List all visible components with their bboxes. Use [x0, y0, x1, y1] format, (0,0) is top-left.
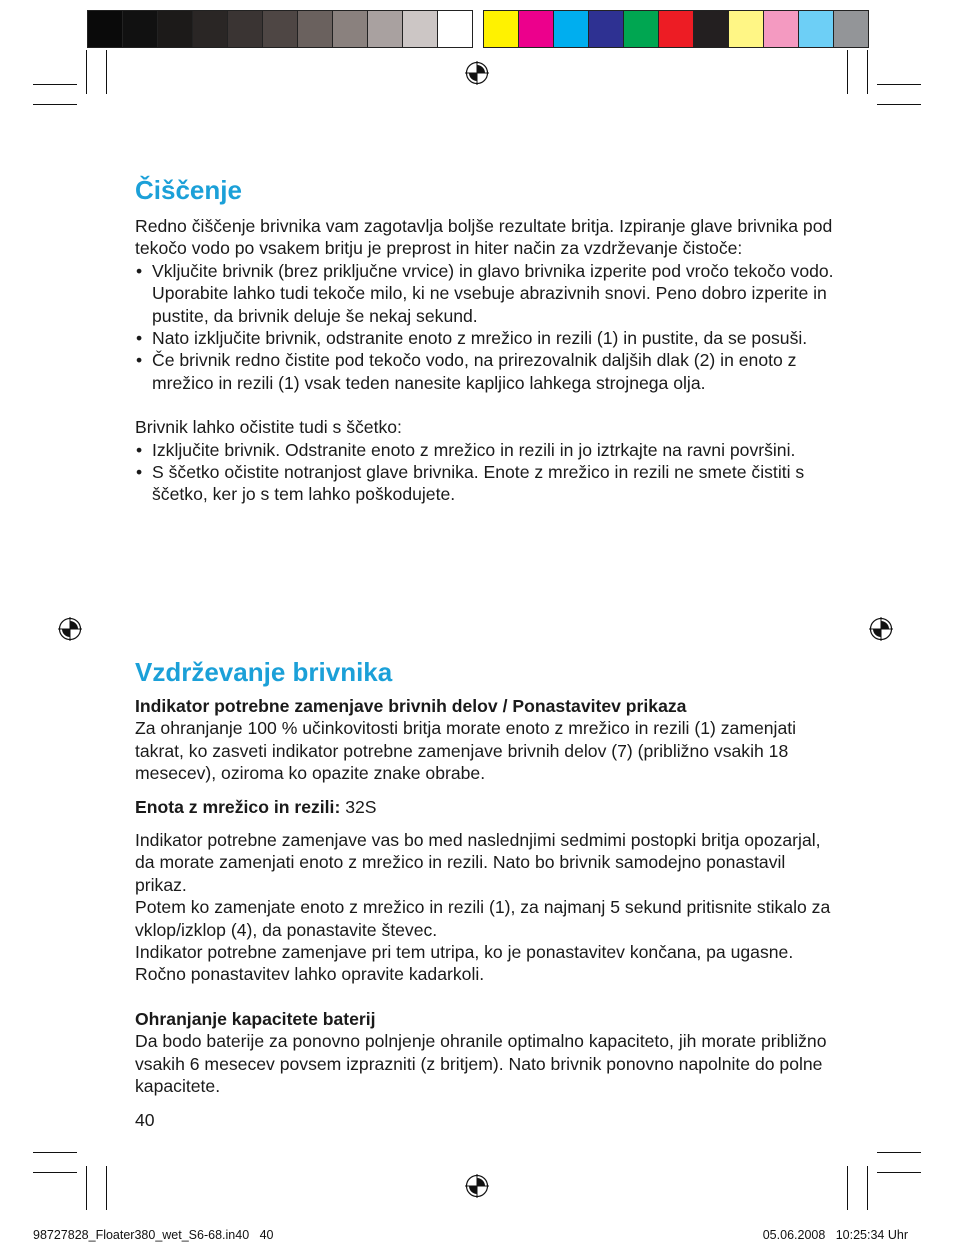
crop-mark	[877, 1152, 921, 1153]
battery-text: Da bodo baterije za ponovno polnjenje ohranile optimalno kapaciteto, jih morate približno vsakih 6 mesecev povsem izprazniti (z britjem). Nato brivnik ponovno napolnite do polne kapacitete.	[135, 1031, 827, 1097]
brush-cleaning-intro: Brivnik lahko očistite tudi s ščetko:	[135, 417, 402, 438]
battery-subheading: Ohranjanje kapacitete baterij	[135, 1008, 376, 1029]
crop-mark	[867, 1166, 868, 1210]
maintenance-section	[135, 656, 835, 1098]
color-swatch	[484, 11, 519, 47]
color-swatch	[624, 11, 659, 47]
color-swatch	[123, 11, 158, 47]
list-item: • Če brivnik redno čistite pod tekočo vodo, na prirezovalnik daljših dlak (2) in enoto z mrežico in rezili (1) vsak teden nanesite kapljico lahkega strojnega olja.	[135, 349, 835, 394]
crop-mark	[877, 84, 921, 85]
color-swatch	[228, 11, 263, 47]
color-swatch	[694, 11, 729, 47]
color-swatch	[554, 11, 589, 47]
crop-mark	[33, 1172, 77, 1173]
color-swatch	[764, 11, 799, 47]
crop-mark	[33, 84, 77, 85]
registration-crosshair-icon	[869, 617, 893, 641]
list-item: • Vključite brivnik (brez priključne vrvice) in glavo brivnika izperite pod vročo tekočo vodo. Uporabite lahko tudi tekoče milo, ki ne vsebuje abrazivnih snovi. Peno dobro izperite in pustite, da brivnik deluje še nekaj sekund.	[135, 260, 835, 327]
reset-paragraph: Potem ko zamenjate enoto z mrežico in rezili (1), za najmanj 5 sekund pritisnite stikalo za vklop/izklop (4), da ponastavite števec.	[135, 897, 831, 940]
part-number-line	[135, 796, 835, 818]
file-slug: 98727828_Floater380_wet_S6-68.in40 40	[33, 1228, 274, 1242]
color-swatch	[729, 11, 764, 47]
color-swatch	[88, 11, 123, 47]
indicator-text: Za ohranjanje 100 % učinkovitosti britja morate enoto z mrežico in rezili (1) zamenjati takrat, ko zasveti indikator potrebne zamenjave brivnih delov (7) (približno vsakih 18 mesecev), oziroma ko opazite znake obrabe.	[135, 718, 797, 784]
indicator-paragraph: Indikator potrebne zamenjave vas bo med naslednjimi sedmimi postopki britja opozarjal, da morate zamenjati enoto z mrežico in rezili. Nato bo brivnik samodejno ponastavil prikaz.	[135, 830, 821, 895]
crop-mark	[847, 1166, 848, 1210]
crop-mark	[847, 50, 848, 94]
cleaning-intro: Redno čiščenje brivnika vam zagotavlja boljše rezultate britja. Izpiranje glave brivnika pod tekočo vodo po vsakem britju je preprost in hiter način za vzdrževanje čistoče:	[135, 216, 833, 259]
part-value: 32S	[340, 796, 377, 817]
color-swatch	[298, 11, 333, 47]
date-slug: 05.06.2008 10:25:34 Uhr	[762, 1228, 908, 1242]
registration-crosshair-icon	[465, 1174, 489, 1198]
process-color-control-bar	[483, 10, 869, 48]
page-number: 40	[135, 1110, 155, 1130]
maintenance-heading: Vzdrževanje brivnika	[135, 657, 393, 687]
crop-mark	[86, 1166, 87, 1210]
registration-crosshair-icon	[465, 61, 489, 85]
color-swatch	[519, 11, 554, 47]
color-swatch	[403, 11, 438, 47]
crop-mark	[106, 1166, 107, 1210]
color-swatch	[799, 11, 834, 47]
crop-mark	[33, 1152, 77, 1153]
cleaning-section	[135, 174, 835, 506]
indicator-subheading: Indikator potrebne zamenjave brivnih delov / Ponastavitev prikaza	[135, 696, 687, 716]
registration-crosshair-icon	[58, 617, 82, 641]
brush-steps-list	[135, 439, 835, 506]
crop-mark	[106, 50, 107, 94]
grayscale-control-bar	[87, 10, 473, 48]
color-swatch	[368, 11, 403, 47]
list-item: • S ščetko očistite notranjost glave brivnika. Enote z mrežico in rezili ne smete čistiti s ščetko, ker jo s tem lahko poškodujete.	[135, 461, 835, 506]
cleaning-heading: Čiščenje	[135, 175, 242, 205]
crop-mark	[33, 104, 77, 105]
color-swatch	[263, 11, 298, 47]
list-item: • Nato izključite brivnik, odstranite enoto z mrežico in rezili (1) in pustite, da se posuši.	[135, 327, 835, 349]
color-swatch	[438, 11, 472, 47]
crop-mark	[867, 50, 868, 94]
cleaning-steps-list	[135, 260, 835, 394]
list-item: • Izključite brivnik. Odstranite enoto z mrežico in rezili in jo iztrkajte na ravni površini.	[135, 439, 835, 461]
color-swatch	[659, 11, 694, 47]
part-label: Enota z mrežico in rezili:	[135, 796, 341, 817]
color-swatch	[834, 11, 868, 47]
color-swatch	[333, 11, 368, 47]
color-swatch	[158, 11, 193, 47]
blink-paragraph: Indikator potrebne zamenjave pri tem utripa, ko je ponastavitev končana, pa ugasne. Ročno ponastavitev lahko opravite kadarkoli.	[135, 942, 794, 985]
crop-mark	[877, 1172, 921, 1173]
color-swatch	[589, 11, 624, 47]
crop-mark	[877, 104, 921, 105]
crop-mark	[86, 50, 87, 94]
color-swatch	[193, 11, 228, 47]
